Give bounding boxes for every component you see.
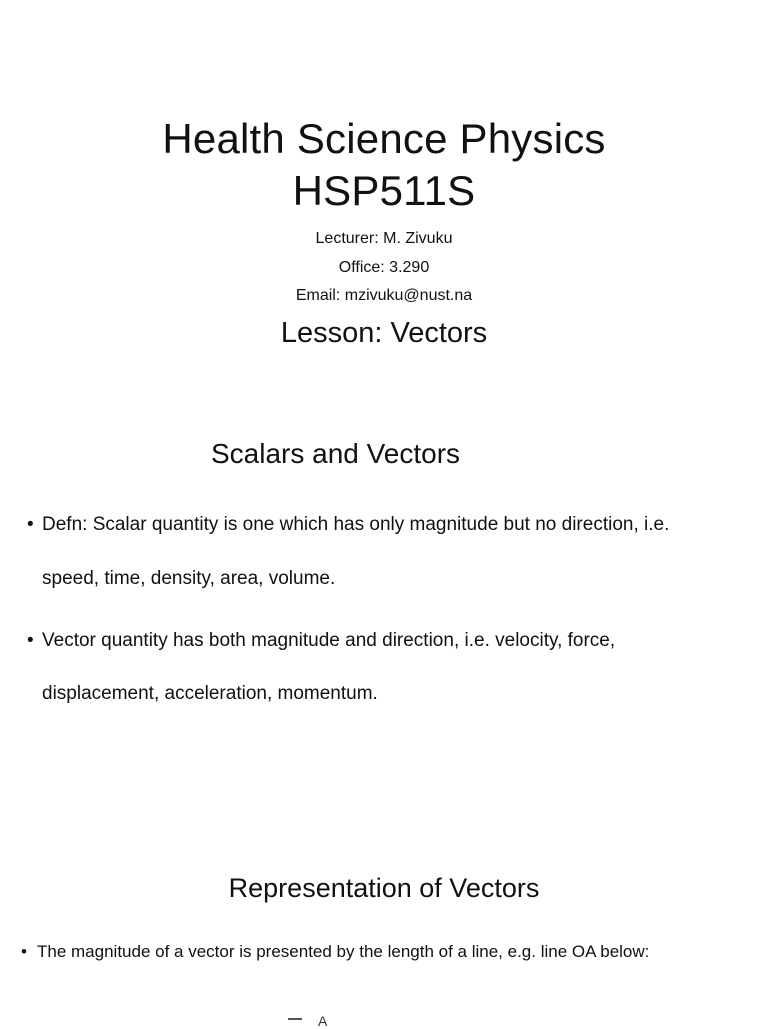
magnitude-bullet: The magnitude of a vector is presented by the length of a line, e.g. line OA below: xyxy=(37,942,650,961)
office-line: Office: 3.290 xyxy=(338,259,430,276)
lecturer-line: Lecturer: M. Zivuku xyxy=(315,230,453,247)
course-code: HSP511S xyxy=(292,167,476,214)
scalar-definition-line2: speed, time, density, area, volume. xyxy=(42,568,336,589)
vector-definition-line2: displacement, acceleration, momentum. xyxy=(42,683,378,704)
bullet-dot: • xyxy=(27,514,34,535)
scalar-definition-line1: Defn: Scalar quantity is one which has only magnitude but no direction, i.e. xyxy=(42,514,670,535)
bullet-dot: • xyxy=(21,942,27,961)
lesson-title: Lesson: Vectors xyxy=(280,317,488,349)
point-a-label: A xyxy=(318,1013,328,1029)
scalars-vectors-heading: Scalars and Vectors xyxy=(211,438,461,469)
email-line: Email: mzivuku@nust.na xyxy=(295,287,473,304)
vector-definition-line1: Vector quantity has both magnitude and direction, i.e. velocity, force, xyxy=(42,630,616,651)
representation-heading: Representation of Vectors xyxy=(228,873,540,903)
vector-line-fragment xyxy=(288,1018,302,1020)
bullet-dot: • xyxy=(27,630,34,651)
course-title: Health Science Physics xyxy=(162,115,606,162)
